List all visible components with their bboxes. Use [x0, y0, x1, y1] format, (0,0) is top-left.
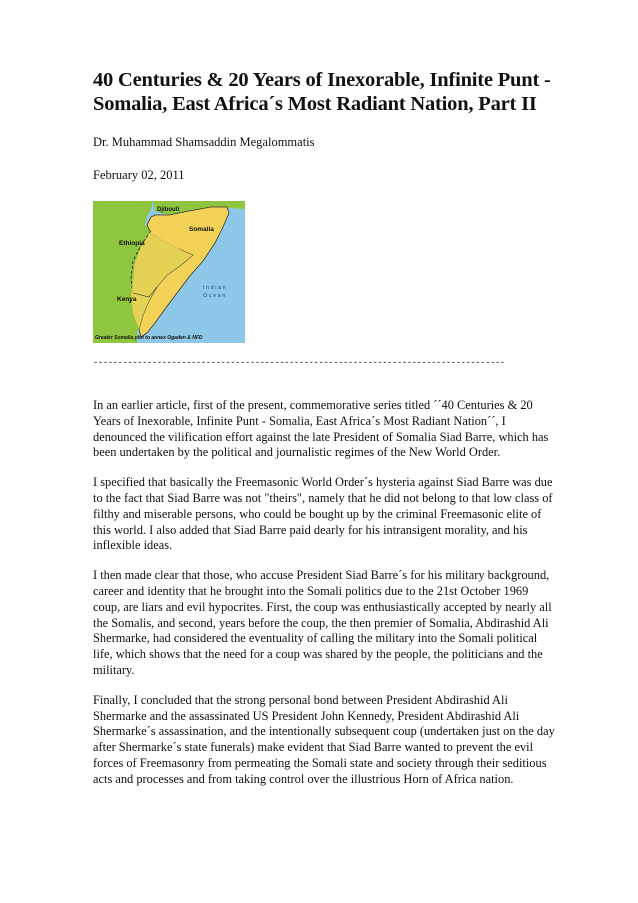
paragraph-2: I specified that basically the Freemasonic World Order´s hysteria against Siad Barre was due to the fact that Siad Barre was not "theirs", namely that he did not belong to that low class of filthy and miserable persons, who could be bought up by the criminal Freemasonic elite of this world. I also added that Siad Barre paid dearly for his intransigent morality, and his inflexible ideas. [93, 475, 553, 553]
map-label-djibouti: Djibouti [157, 207, 180, 213]
article-page [93, 68, 555, 788]
map-label-indian: I n d i a n [203, 285, 226, 291]
map-caption: Greater Somalia plot to annex Ogaden & NFD [95, 335, 203, 341]
map-label-ethiopia: Ethiopia [119, 240, 145, 247]
paragraph-1: In an earlier article, first of the present, commemorative series titled ´´40 Centuries & 20 Years of Inexorable, Infinite Punt - Somalia, East Africa´s Most Radiant Nation´´, I denounced the vilification effort against the late President of Somalia Siad Barre, which has been undertaken by the political and journalistic regimes of the New World Order. [93, 398, 549, 460]
somalia-map-image [93, 201, 245, 343]
map-label-somalia: Somalia [189, 226, 214, 233]
map-label-kenya: Kenya [117, 296, 137, 303]
map-graphic [93, 201, 245, 343]
paragraph-4: Finally, I concluded that the strong personal bond between President Abdirashid Ali Shermarke and the assassinated US President John Kennedy, President Abdirashid Ali Shermarke´s assassination, and the intentionally subsequent coup (undertaken just on the day after Shermarke´s state funerals) make evident that Siad Barre wanted to prevent the evil forces of Freemasonry from permeating the Somali state and society through their seditious acts and processes and from taking control over the illustrious Horn of Africa nation. [93, 692, 555, 786]
article-date: February 02, 2011 [93, 168, 185, 182]
section-divider: ------------------------------------------------------------------------------------ [93, 358, 505, 368]
article-author: Dr. Muhammad Shamsaddin Megalommatis [93, 135, 315, 149]
article-title: 40 Centuries & 20 Years of Inexorable, Infinite Punt - Somalia, East Africa´s Most Radiant Nation, Part II [93, 69, 551, 115]
map-label-ocean: O c e a n [203, 293, 226, 299]
paragraph-3: I then made clear that those, who accuse President Siad Barre´s for his military background, career and identity that he brought into the Somali politics due to the 21st October 1969 coup, are liars and evil hypocrites. First, the coup was enthusiastically accepted by nearly all the Somalis, and second, years before the coup, the then premier of Somalia, Abdirashid Ali Shermarke, had considered the eventuality of calling the military into the Somali political life, which shows that the need for a coup was shared by the people, the politicians and the military. [93, 568, 552, 677]
